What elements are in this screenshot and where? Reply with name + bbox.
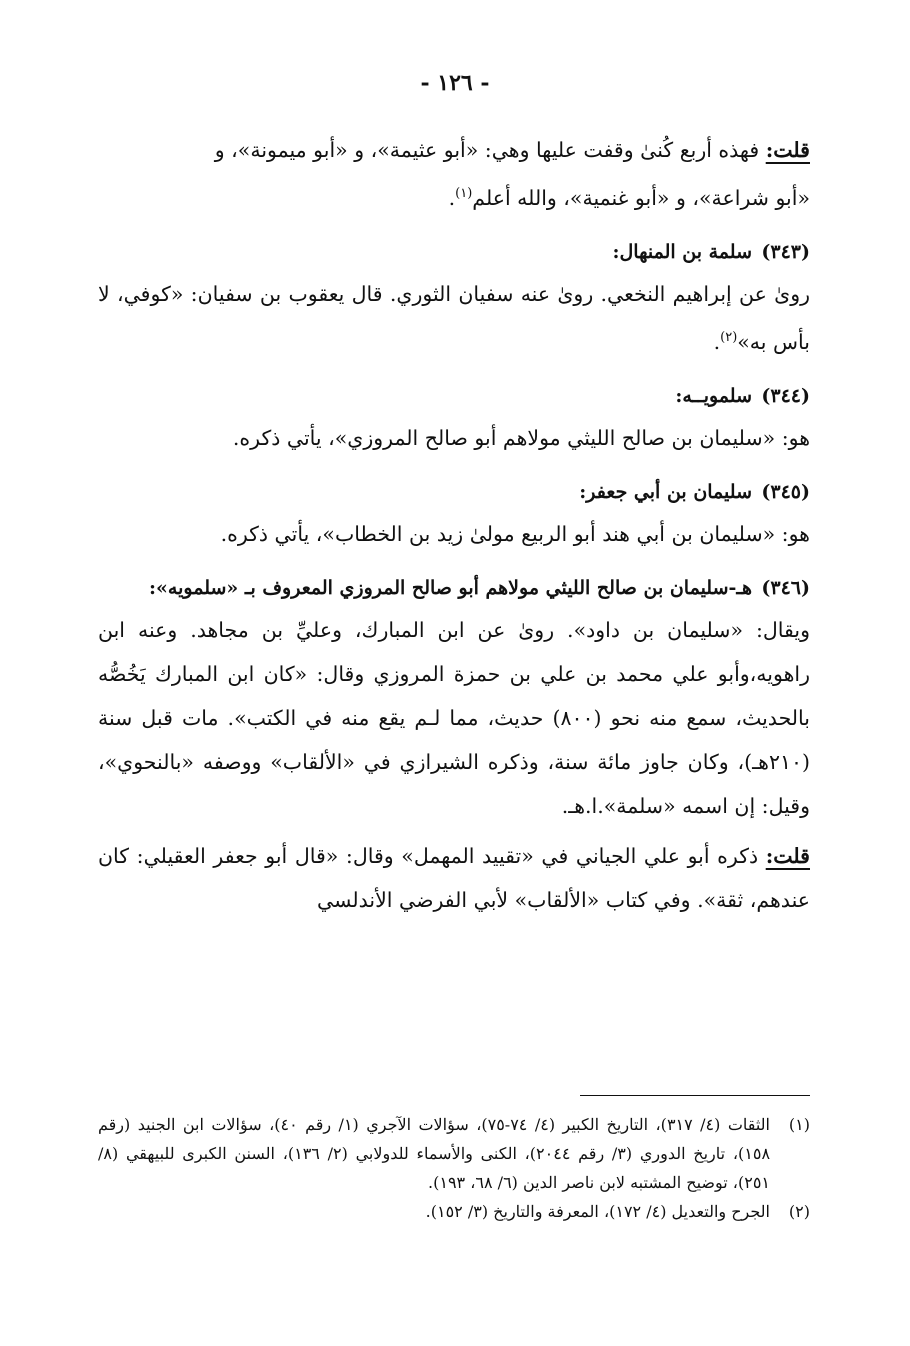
entry-title: سلمة بن المنهال: bbox=[612, 240, 752, 263]
outro-text: ذكره أبو علي الجياني في «تقييد المهمل» وقال: «قال أبو جعفر العقيلي: كان عندهم، ثقة». وفي كتاب «الألقاب» لأبي الفرضي الأندلسي bbox=[98, 843, 810, 912]
intro-line1: فهذه أربع كُنىٰ وقفت عليها وهي: «أبو عثيمة»، و «أبو ميمونة»، و bbox=[214, 138, 766, 162]
entry-number: (٣٤٣) bbox=[761, 240, 810, 263]
intro-line2: «أبو شراعة»، و «أبو غنمية»، والله أعلم bbox=[472, 185, 810, 210]
footnote-text: الجرح والتعديل (٤/ ١٧٢)، المعرفة والتاريخ (٣/ ١٥٢). bbox=[425, 1202, 770, 1221]
entry-heading-346 bbox=[98, 568, 810, 608]
entry-title: هـ-سليمان بن صالح الليثي مولاهم أبو صالح المروزي المعروف بـ «سلمويه»: bbox=[149, 576, 752, 599]
outro-label: قلت: bbox=[765, 843, 810, 868]
footnote-ref-2: (٢) bbox=[720, 329, 738, 345]
entry-text-346: ويقال: «سليمان بن داود». روىٰ عن ابن المبارك، وعليِّ بن مجاهد. وعنه ابن راهويه،وأبو علي محمد بن علي بن حمزة المروزي وقال: «كان ابن المبارك يَخُصُّه بالحديث، سمع منه نحو (٨٠٠) حديث، مما لـم يقع منه في الكتب». مات قبل سنة (٢١٠هـ)، وكان جاوز مائة سنة، وذكره الشيرازي في «الألقاب» ووصفه «بالنحوي»، وقيل: إن اسمه «سلمة».ا.هـ. bbox=[98, 617, 810, 818]
outro-paragraph bbox=[98, 834, 810, 922]
footnote-number: (٢) bbox=[788, 1202, 810, 1221]
entry-title: سليمان بن أبي جعفر: bbox=[579, 480, 752, 503]
entry-heading-343 bbox=[98, 232, 810, 272]
footnotes bbox=[98, 1110, 810, 1226]
entry-text-345: هو: «سليمان بن أبي هند أبو الربيع مولىٰ زيد بن الخطاب»، يأتي ذكره. bbox=[220, 521, 810, 546]
intro-label: قلت: bbox=[765, 138, 810, 162]
footnote-2 bbox=[98, 1197, 810, 1226]
entry-number: (٣٤٥) bbox=[761, 480, 810, 503]
footnote-separator bbox=[580, 1095, 810, 1096]
main-text bbox=[98, 128, 810, 922]
entry-heading-344 bbox=[98, 376, 810, 416]
page-number: - ١٢٦ - bbox=[420, 70, 490, 96]
entry-number: (٣٤٦) bbox=[761, 576, 810, 599]
intro-paragraph: قلت: فهذه أربع كُنىٰ وقفت عليها وهي: «أبو عثيمة»، و «أبو ميمونة»، و «أبو شراعة»، و «أبو غنمية»، والله أعلم$^{(١)}$. bbox=[214, 138, 810, 210]
footnote-text: الثقات (٤/ ٣١٧)، التاريخ الكبير (٤/ ٧٤-٧٥)، سؤالات الآجري (١/ رقم ٤٠)، سؤالات ابن الجنيد (رقم ١٥٨)، تاريخ الدوري (٣/ رقم ٢٠٤٤)، الكنى والأسماء للدولابي (٢/ ١٣٦)، السنن الكبرى للبيهقي (٨/ ٢٥١)، توضيح المشتبه لابن ناصر الدين (٦/ ٦٨، ١٩٣). bbox=[98, 1115, 771, 1192]
footnote-ref-1: (١) bbox=[455, 186, 473, 201]
footnote-number: (١) bbox=[788, 1115, 810, 1134]
entry-text-344: هو: «سليمان بن صالح الليثي مولاهم أبو صالح المروزي»، يأتي ذكره. bbox=[232, 425, 810, 450]
entry-number: (٣٤٤) bbox=[761, 384, 810, 407]
entry-title: سلمويــه: bbox=[675, 384, 752, 407]
footnote-1 bbox=[98, 1110, 810, 1197]
entry-heading-345 bbox=[98, 472, 810, 512]
entry-text-343: روىٰ عن إبراهيم النخعي. روىٰ عنه سفيان الثوري. قال يعقوب بن سفيان: «كوفي، لا بأس به»$^{(٢)}$. bbox=[98, 281, 810, 354]
